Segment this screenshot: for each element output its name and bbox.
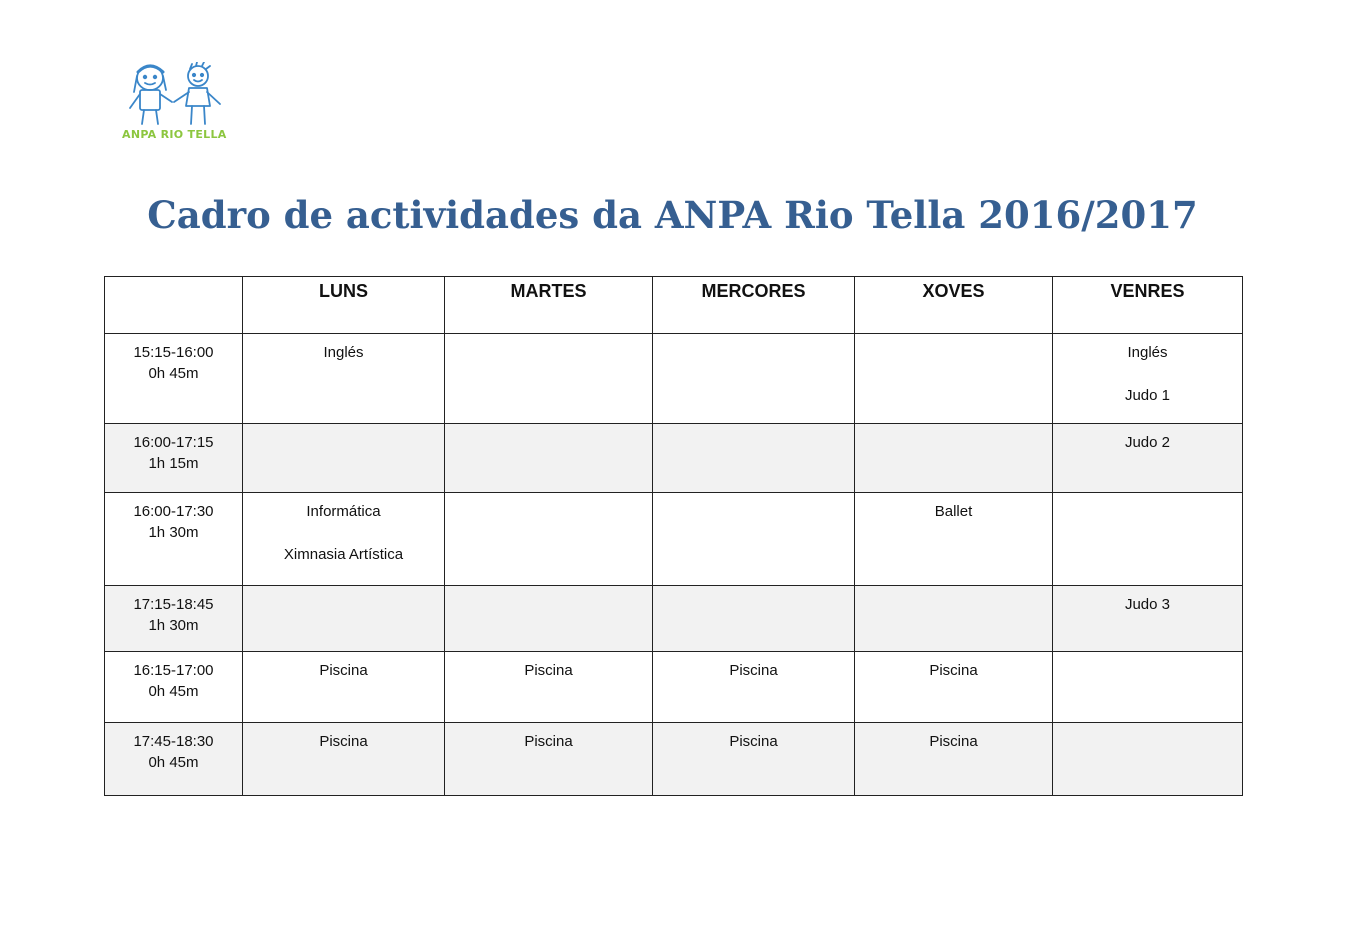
- cell-luns: [243, 424, 445, 493]
- duration: 0h 45m: [148, 754, 199, 771]
- cell-luns: [243, 586, 445, 652]
- time-cell: [105, 586, 243, 652]
- cell-martes: [445, 493, 653, 586]
- cell-venres: [1053, 723, 1243, 796]
- time-cell: [105, 493, 243, 586]
- duration: 1h 15m: [148, 455, 199, 472]
- cell-mercores: [653, 723, 855, 796]
- header-mercores: MERCORES: [653, 277, 855, 334]
- activity: Inglés: [323, 344, 364, 361]
- time-cell: [105, 424, 243, 493]
- cell-martes: [445, 586, 653, 652]
- cell-xoves: [855, 334, 1053, 424]
- activity: Judo 3: [1124, 596, 1171, 613]
- cell-martes: [445, 652, 653, 723]
- activity: Ballet: [934, 503, 973, 520]
- duration: 0h 45m: [148, 365, 199, 382]
- activity: Inglés: [1127, 344, 1168, 361]
- cell-venres: [1053, 652, 1243, 723]
- time-range: 17:45-18:30: [133, 733, 214, 750]
- activity: Judo 2: [1124, 434, 1171, 451]
- activity: Piscina: [319, 662, 368, 679]
- activity: Piscina: [729, 733, 778, 750]
- header-martes: MARTES: [445, 277, 653, 334]
- activity: Piscina: [524, 733, 573, 750]
- header-time: [105, 277, 243, 334]
- anpa-logo: [118, 62, 230, 146]
- activity: Informática: [306, 503, 381, 520]
- header-venres: VENRES: [1053, 277, 1243, 334]
- children-holding-hands-icon: [126, 62, 226, 126]
- activity: Piscina: [524, 662, 573, 679]
- header-luns: LUNS: [243, 277, 445, 334]
- time-range: 17:15-18:45: [133, 596, 214, 613]
- cell-venres: [1053, 334, 1243, 424]
- cell-xoves: [855, 723, 1053, 796]
- table-row: [105, 334, 1243, 424]
- cell-luns: [243, 652, 445, 723]
- cell-xoves: [855, 586, 1053, 652]
- time-cell: [105, 652, 243, 723]
- table-row: [105, 652, 1243, 723]
- cell-mercores: [653, 586, 855, 652]
- time-cell: [105, 723, 243, 796]
- cell-luns: [243, 493, 445, 586]
- header-xoves: XOVES: [855, 277, 1053, 334]
- cell-mercores: [653, 493, 855, 586]
- cell-venres: [1053, 424, 1243, 493]
- table-row: [105, 424, 1243, 493]
- duration: 1h 30m: [148, 617, 199, 634]
- time-cell: [105, 334, 243, 424]
- activity: Ximnasia Artística: [283, 546, 404, 563]
- cell-martes: [445, 723, 653, 796]
- cell-xoves: [855, 493, 1053, 586]
- cell-mercores: [653, 652, 855, 723]
- table-header-row: [105, 277, 1243, 334]
- cell-xoves: [855, 652, 1053, 723]
- cell-mercores: [653, 334, 855, 424]
- time-range: 16:15-17:00: [133, 662, 214, 679]
- activity: Piscina: [929, 662, 978, 679]
- cell-martes: [445, 334, 653, 424]
- table-row: [105, 586, 1243, 652]
- time-range: 16:00-17:30: [133, 503, 214, 520]
- page-title: Cadro de actividades da ANPA Rio Tella 2016/2017: [147, 193, 1198, 237]
- logo-text: ANPA RIO TELLA: [122, 128, 227, 141]
- cell-venres: [1053, 586, 1243, 652]
- cell-martes: [445, 424, 653, 493]
- activity: Piscina: [929, 733, 978, 750]
- duration: 0h 45m: [148, 683, 199, 700]
- activities-table: [104, 276, 1243, 796]
- table-row: [105, 723, 1243, 796]
- cell-luns: [243, 334, 445, 424]
- activity: Piscina: [729, 662, 778, 679]
- time-range: 16:00-17:15: [133, 434, 214, 451]
- cell-venres: [1053, 493, 1243, 586]
- duration: 1h 30m: [148, 524, 199, 541]
- activity: Judo 1: [1124, 387, 1171, 404]
- table-row: [105, 493, 1243, 586]
- cell-xoves: [855, 424, 1053, 493]
- time-range: 15:15-16:00: [133, 344, 214, 361]
- activity: Piscina: [319, 733, 368, 750]
- cell-mercores: [653, 424, 855, 493]
- cell-luns: [243, 723, 445, 796]
